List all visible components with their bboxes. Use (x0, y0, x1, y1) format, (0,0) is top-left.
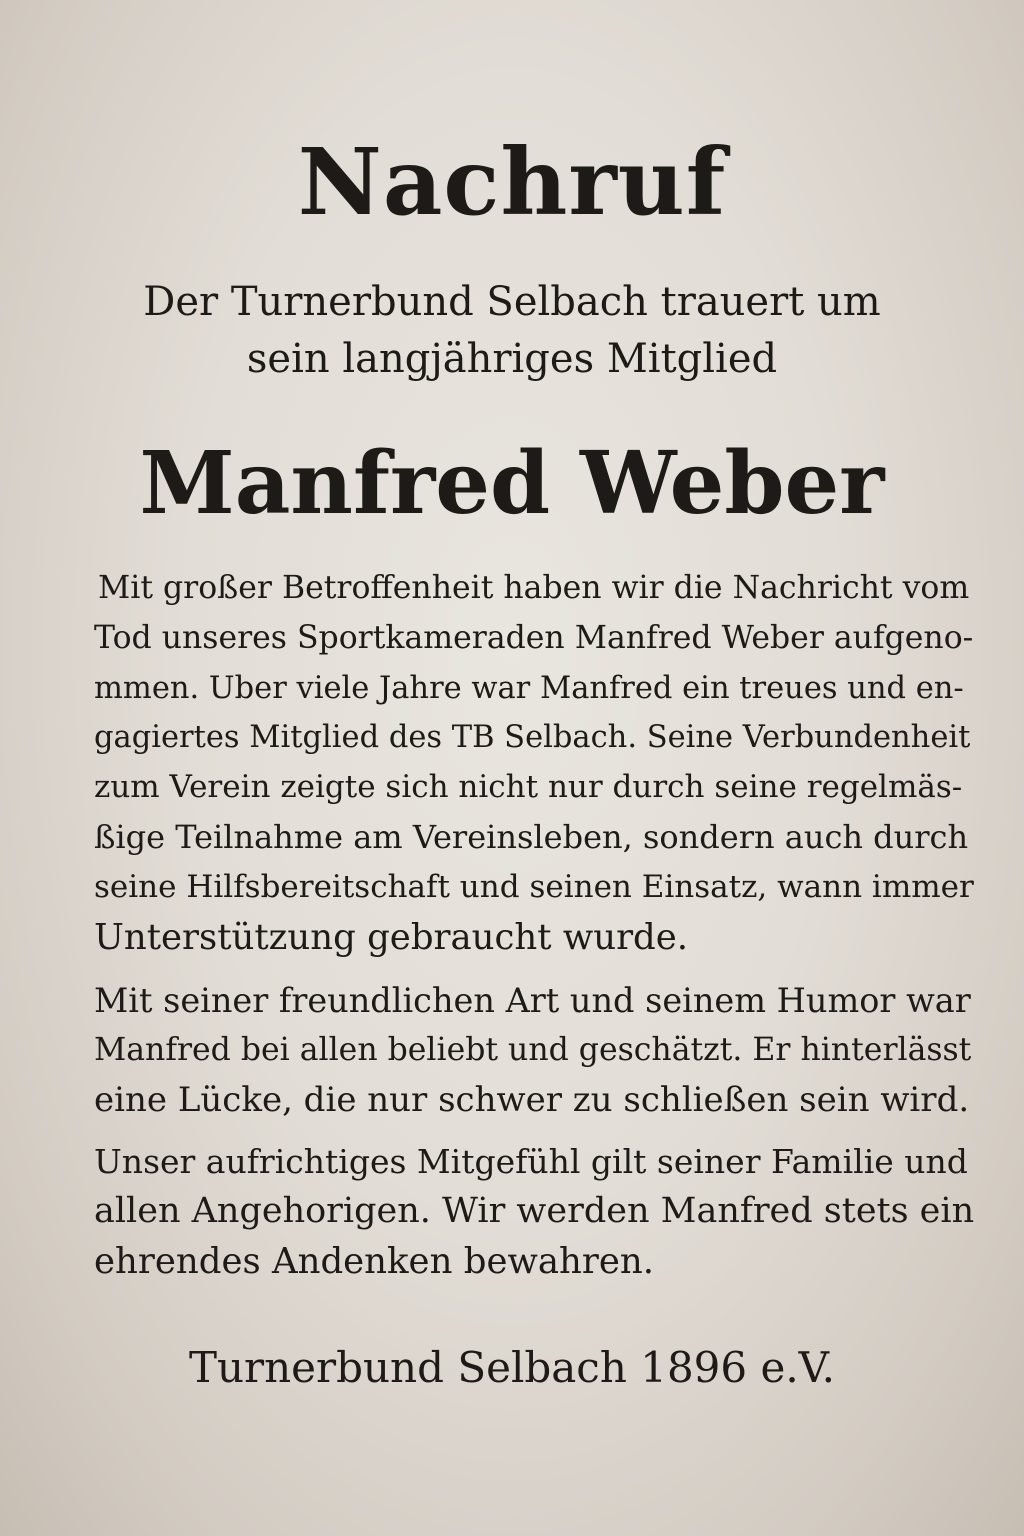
text-line: Tod unseres Sportkameraden Manfred Weber aufgeno- (94, 619, 974, 656)
text-line: gagiertes Mitglied des TB Selbach. Seine Verbundenheit (94, 720, 971, 756)
deceased-name: Manfred Weber (139, 433, 885, 534)
intro-text (0, 274, 1024, 388)
text-line: ßige Teilnahme am Vereinsleben, sondern auch durch (94, 817, 969, 856)
paragraph-tribute (94, 564, 974, 962)
text-line: Unterstützung gebraucht wurde. (94, 916, 689, 958)
paragraph-condolence (94, 1137, 974, 1286)
text-line: eine Lücke, die nur schwer zu schließen sein wird. (94, 1079, 970, 1120)
text-line: Manfred bei allen beliebt und geschätzt. Er hinterlässt (94, 1031, 972, 1068)
text-line: allen Angehorigen. Wir werden Manfred stets ein (94, 1190, 975, 1231)
text-line: mmen. Uber viele Jahre war Manfred ein treues und en- (94, 670, 964, 706)
text-line: Mit großer Betroffenheit haben wir die Nachricht vom (98, 570, 970, 606)
text-line: ehrendes Andenken bewahren. (94, 1240, 654, 1282)
text-line: Mit seiner freundlichen Art und seinem Humor war (94, 981, 971, 1020)
text-line: zum Verein zeigte sich nicht nur durch seine regelmäs- (94, 769, 963, 806)
club-signature: Turnerbund Selbach 1896 e.V. (188, 1343, 836, 1392)
text-line: Unser aufrichtiges Mitgefühl gilt seiner Familie und (94, 1142, 968, 1181)
intro-line: Der Turnerbund Selbach trauert um (143, 279, 881, 325)
intro-line: sein langjähriges Mitglied (246, 336, 778, 382)
notice-title: Nachruf (297, 128, 727, 236)
text-line: seine Hilfsbereitschaft und seinen Einsatz, wann immer (94, 868, 974, 905)
paragraph-character (94, 976, 974, 1125)
